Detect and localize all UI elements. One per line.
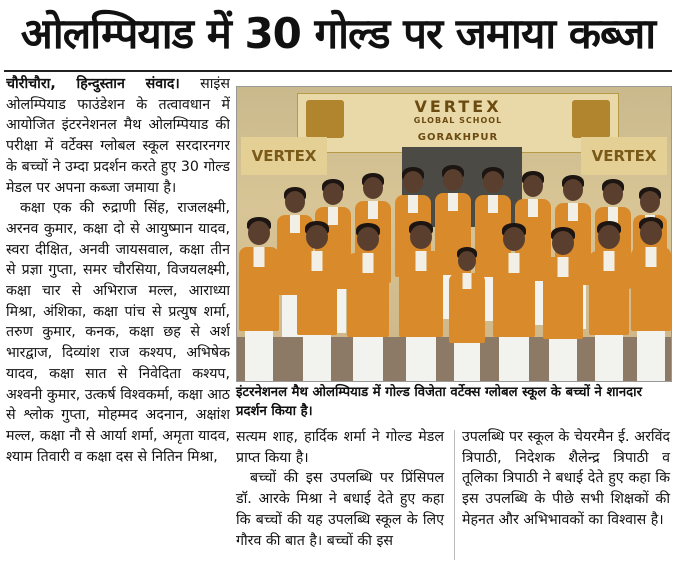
mid-paragraph-2: बच्चों की इस उपलब्धि पर प्रिंसिपल डॉ. आरके मिश्रा ने बधाई देते हुए कहा कि बच्चों की यह उपलब्धि स्कूल के लिए गौरव की बात है। बच्चों की इस [236,470,444,549]
lead-paragraph [6,74,230,198]
student [347,223,389,381]
article-column-middle [236,427,444,551]
headline-rule [4,70,672,72]
student [399,221,443,381]
school-logo-right [572,100,610,138]
side-sign-left: VERTEX [241,137,327,175]
article-column-right [462,427,670,531]
school-banner [297,93,619,153]
student [589,221,629,381]
column-divider [454,430,455,560]
article-column-left [6,74,230,564]
photo-caption: इंटरनेशनल मैथ ओलम्पियाड में गोल्ड विजेता वर्टेक्स ग्लोबल स्कूल के बच्चों ने शानदार प्रदर्शन किया है। [236,385,642,419]
student [239,217,279,381]
student [297,221,337,381]
lead-text: साइंस ओलम्पियाड फाउंडेशन के तत्वावधान में आयोजित इंटरनेशनल मैथ ओलम्पियाड की परीक्षा में वर्टेक्स ग्लोबल स्कूल सरदारनगर के बच्चों ने उम्दा प्रदर्शन करते हुए 30 गोल्ड मेडल पर अपना कब्जा जमाया है। [6,76,230,196]
banner-school-subtitle: GLOBAL SCHOOL [413,116,503,125]
headline: ओलम्पियाड में 30 गोल्ड पर जमाया कब्जा [20,9,656,58]
student [543,227,583,381]
dateline: चौरीचौरा, हिन्दुस्तान संवाद। [6,76,180,92]
student [493,223,535,381]
side-sign-right: VERTEX [581,137,667,175]
group-photo [236,86,672,382]
student [449,247,485,381]
banner-school-name: VERTEX [414,97,502,116]
student [631,217,671,381]
school-logo-left [306,100,344,138]
right-paragraph: उपलब्धि पर स्कूल के चेयरमैन ई. अरविंद त्रिपाठी, निदेशक शैलेन्द्र त्रिपाठी व तूलिका त्रिपाठी ने बधाई देते हुए कहा कि इस उपलब्धि के पीछे सभी शिक्षकों की मेहनत और अभिभावकों का विश्वास है। [462,429,670,528]
mid-paragraph-1: सत्यम शाह, हार्दिक शर्मा ने गोल्ड मेडल प्राप्त किया है। [236,429,444,466]
banner-location: GORAKHPUR [417,132,499,143]
winners-paragraph: कक्षा एक की रुद्राणी सिंह, राजलक्ष्मी, अरनव कुमार, कक्षा दो से आयुष्मान यादव, स्वरा दीक्षित, अनवी जायसवाल, कक्षा तीन से प्रज्ञा गुप्ता, समर चौरसिया, विजयलक्ष्मी, कक्षा चार से अभिराज मल्ल, आराध्या मिश्रा, अंशिका, कक्षा पांच से प्रत्युष शर्मा, तरुण कुमार, कनक, कक्षा छह से अर्श भारद्वाज, दिव्यांश राज कश्यप, अभिषेक यादव, कक्षा सात से निवेदिता कश्यप, अश्वनी कुमार, उत्कर्ष विश्वकर्मा, कक्षा आठ से श्लोक गुप्ता, मोहम्मद अदनान, अक्षांश मल्ल, कक्षा नौ से आर्या शर्मा, अमृता यादव, श्याम तिवारी व कक्षा दस से नितिन मिश्रा, [6,200,230,465]
